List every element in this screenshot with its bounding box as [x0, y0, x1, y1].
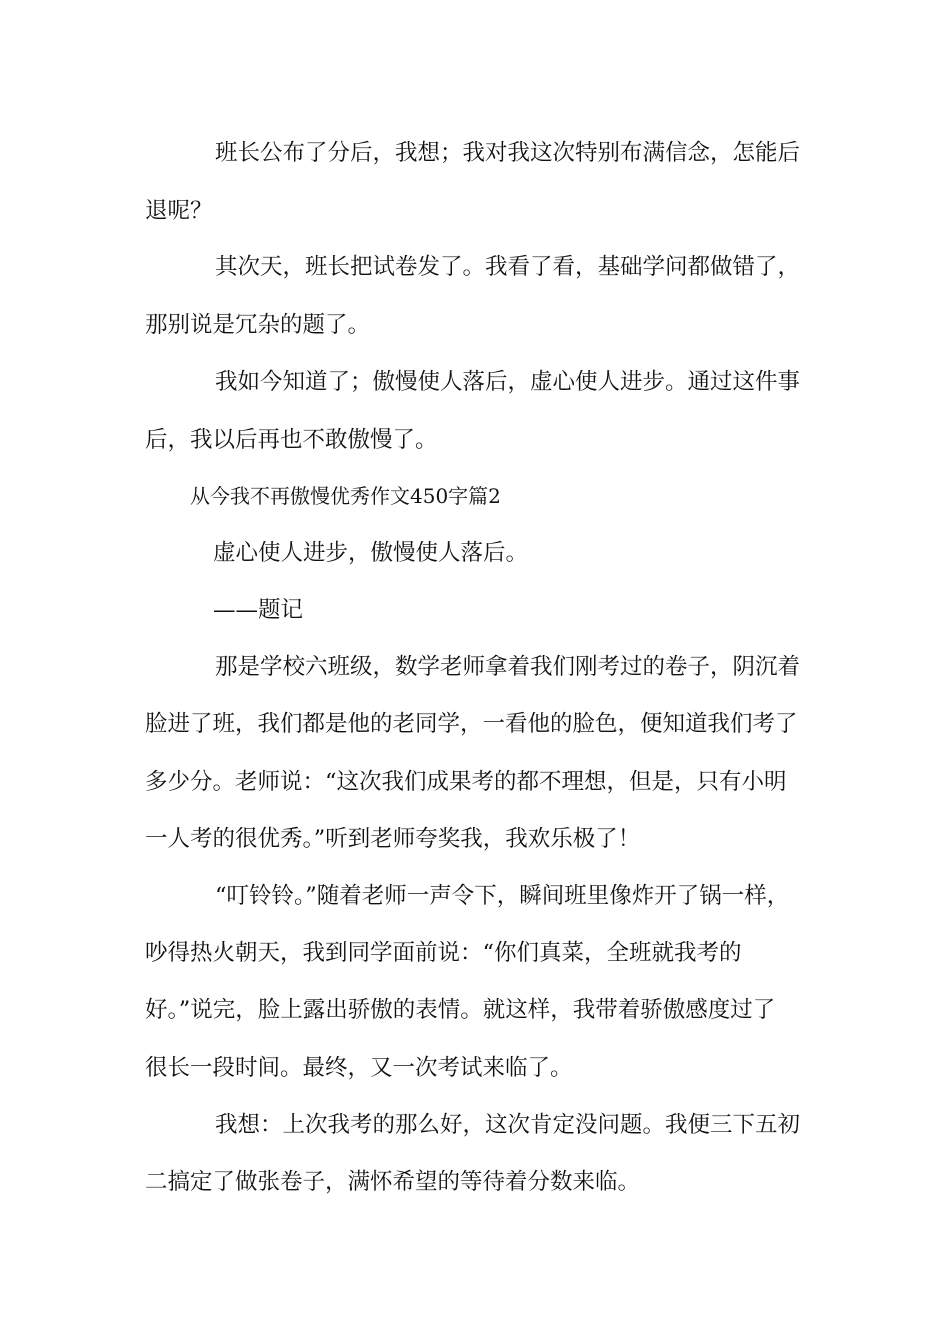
paragraph-line: 退呢？: [145, 198, 213, 224]
paragraph-line: 那别说是冗杂的题了。: [145, 312, 371, 338]
paragraph-line: 那是学校六班级，数学老师拿着我们刚考过的卷子，阴沉着: [215, 654, 801, 680]
paragraph-line: 二搞定了做张卷子，满怀希望的等待着分数来临。: [145, 1169, 641, 1195]
section-heading: 从今我不再傲慢优秀作文450字篇2: [190, 484, 501, 508]
paragraph-line: 我想：上次我考的那么好，这次肯定没问题。我便三下五初: [215, 1112, 801, 1138]
epigraph-attribution: ——题记: [213, 597, 304, 623]
paragraph-line: 吵得热火朝天，我到同学面前说：“你们真菜，全班就我考的: [145, 940, 742, 966]
paragraph-line: 其次天，班长把试卷发了。我看了看，基础学问都做错了，: [215, 254, 801, 280]
paragraph-line: 一人考的很优秀。”听到老师夸奖我，我欢乐极了！: [145, 826, 641, 852]
epigraph: 虚心使人进步，傲慢使人落后。: [213, 540, 529, 566]
paragraph-line: “叮铃铃。”随着老师一声令下，瞬间班里像炸开了锅一样，: [215, 883, 790, 909]
paragraph-line: 班长公布了分后，我想；我对我这次特别布满信念，怎能后: [215, 140, 801, 166]
paragraph-line: 多少分。老师说：“这次我们成果考的都不理想，但是，只有小明: [145, 769, 787, 795]
paragraph-line: 脸进了班，我们都是他的老同学，一看他的脸色，便知道我们考了: [145, 711, 798, 737]
paragraph-line: 我如今知道了；傲慢使人落后，虚心使人进步。通过这件事: [215, 369, 801, 395]
paragraph-line: 很长一段时间。最终，又一次考试来临了。: [145, 1055, 573, 1081]
paragraph-line: 后，我以后再也不敢傲慢了。: [145, 427, 438, 453]
paragraph-line: 好。”说完，脸上露出骄傲的表情。就这样，我带着骄傲感度过了: [145, 997, 776, 1023]
